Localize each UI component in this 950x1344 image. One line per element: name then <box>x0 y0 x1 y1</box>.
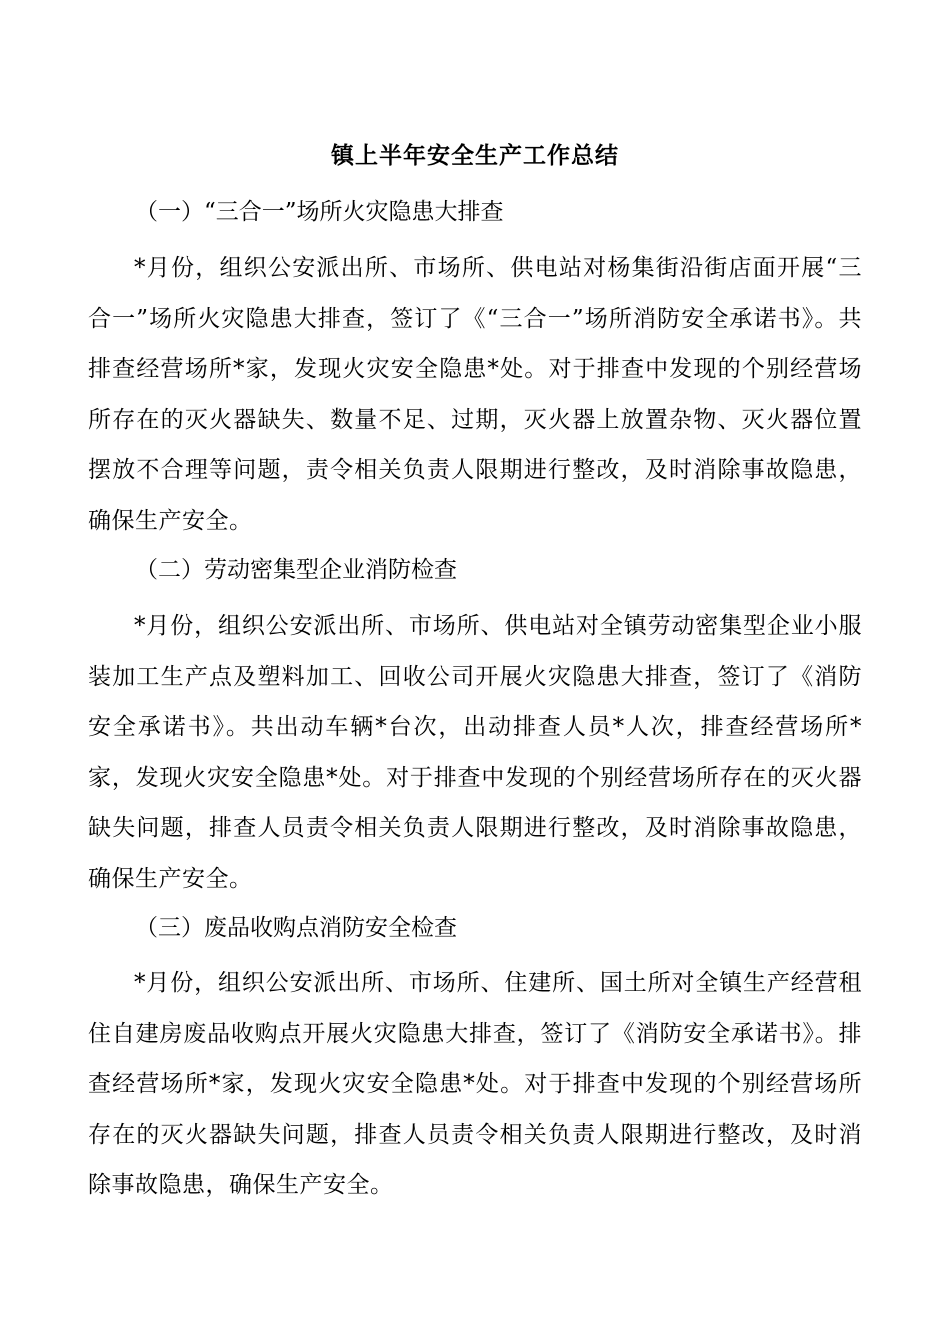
section-heading-1: （一）“三合一”场所火灾隐患大排查 <box>135 199 504 225</box>
section-heading-3: （三）废品收购点消防安全检查 <box>135 915 457 941</box>
document-title: 镇上半年安全生产工作总结 <box>331 143 619 169</box>
section-heading-2: （二）劳动密集型企业消防检查 <box>135 557 457 583</box>
section-body-1: *月份，组织公安派出所、市场所、供电站对杨集街沿街店面开展“三合一”场所火灾隐患大排查，签订了《“三合一”场所消防安全承诺书》。共排查经营场所*家，发现火灾安全隐患*处。对于排查中发现的个别经营场所存在的灭火器缺失、数量不足、过期，灭火器上放置杂物、灭火器位置摆放不合理等问题，责令相关负责人限期进行整改，及时消除事故隐患，确保生产安全。 <box>88 255 862 534</box>
section-body-2: *月份，组织公安派出所、市场所、供电站对全镇劳动密集型企业小服装加工生产点及塑料加工、回收公司开展火灾隐患大排查，签订了《消防安全承诺书》。共出动车辆*台次，出动排查人员*人次，排查经营场所*家，发现火灾安全隐患*处。对于排查中发现的个别经营场所存在的灭火器缺失问题，排查人员责令相关负责人限期进行整改，及时消除事故隐患，确保生产安全。 <box>88 613 862 892</box>
section-body-3: *月份，组织公安派出所、市场所、住建所、国土所对全镇生产经营租住自建房废品收购点开展火灾隐患大排查，签订了《消防安全承诺书》。排查经营场所*家，发现火灾安全隐患*处。对于排查中发现的个别经营场所存在的灭火器缺失问题，排查人员责令相关负责人限期进行整改，及时消除事故隐患，确保生产安全。 <box>88 970 862 1198</box>
